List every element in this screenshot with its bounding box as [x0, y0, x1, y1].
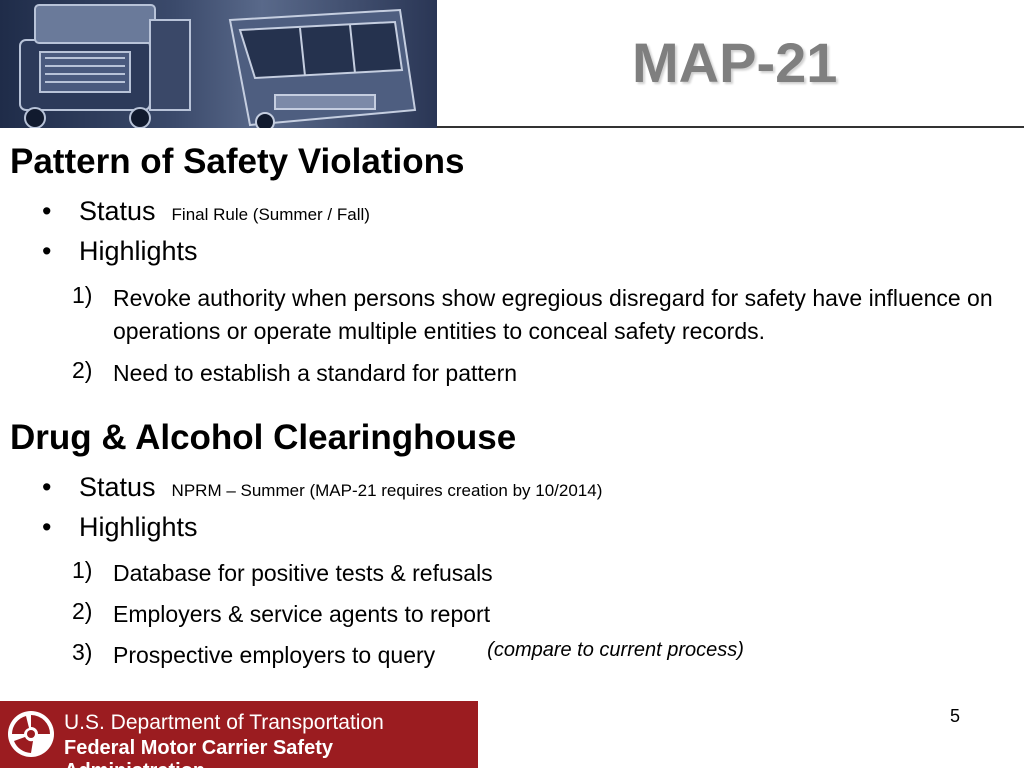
- bullet-label: Status: [79, 472, 156, 502]
- list-item: [72, 282, 1022, 348]
- list-number: 2): [72, 598, 93, 624]
- status-note: NPRM – Summer (MAP-21 requires creation by 10/2014): [171, 481, 603, 500]
- bullet-label: Highlights: [79, 236, 198, 266]
- list-item: [72, 639, 744, 672]
- list-number: 1): [72, 282, 93, 308]
- list-number: 3): [72, 639, 93, 665]
- footer-banner: [0, 701, 478, 782]
- slide-title: MAP-21: [632, 31, 838, 94]
- status-note: Final Rule (Summer / Fall): [171, 205, 370, 224]
- list-text: Revoke authority when persons show egregious disregard for safety have influence on operations or operate multiple entities to conceal safety records.: [113, 285, 993, 344]
- list-text: Need to establish a standard for pattern: [113, 360, 518, 386]
- list-number: 1): [72, 557, 93, 583]
- list-text: Database for positive tests & refusals: [113, 560, 493, 586]
- list-item: [72, 357, 517, 390]
- bullet-status: [42, 196, 370, 227]
- bullet-status: [42, 472, 602, 503]
- bullet-icon: •: [42, 472, 52, 502]
- footer-department: U.S. Department of Transportation: [64, 711, 384, 734]
- bullet-icon: •: [42, 196, 52, 226]
- page-number: 5: [950, 706, 961, 726]
- bullet-label: Status: [79, 196, 156, 226]
- list-item: [72, 557, 493, 590]
- dot-logo-icon: [6, 709, 56, 759]
- footer-administration: Federal Motor Carrier Safety Administration: [64, 737, 333, 782]
- list-aside: (compare to current process): [487, 639, 744, 661]
- list-text: Prospective employers to query: [113, 642, 436, 668]
- list-number: 2): [72, 357, 93, 383]
- bullet-icon: •: [42, 512, 52, 542]
- list-text: Employers & service agents to report: [113, 601, 491, 627]
- section-heading-safety-violations: Pattern of Safety Violations: [10, 142, 465, 181]
- bullet-highlights: [42, 512, 198, 543]
- header-divider: [437, 126, 1024, 128]
- bullet-label: Highlights: [79, 512, 198, 542]
- list-item: [72, 598, 490, 631]
- truck-bus-header-image: [0, 0, 437, 128]
- bullet-icon: •: [42, 236, 52, 266]
- section-heading-clearinghouse: Drug & Alcohol Clearinghouse: [10, 418, 517, 457]
- bullet-highlights: [42, 236, 198, 267]
